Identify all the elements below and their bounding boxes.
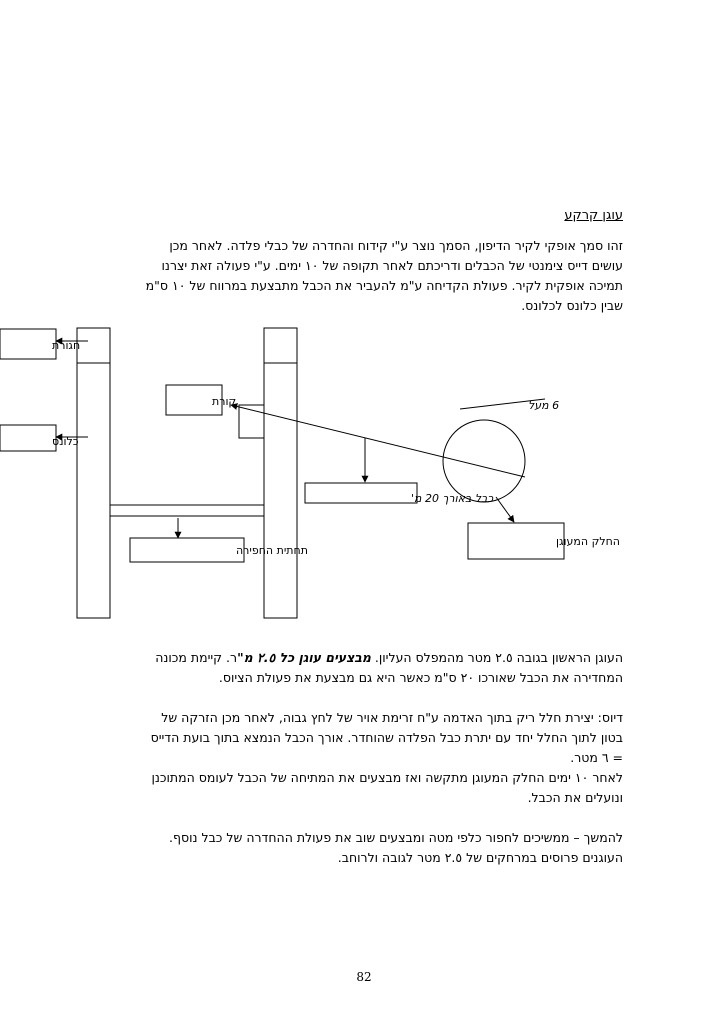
floor-label: תחתית החפירה — [236, 544, 308, 557]
text-line: המחדירה את הכבל שאורכו ٢٠ ס"מ כאשר היא גם מבצעת את פעולת הציוס. — [218, 670, 623, 685]
text-line: ונועלים את הכבל. — [527, 790, 623, 805]
left-pile — [77, 328, 110, 618]
text-line: דיוס: יצירת חלל ריק בתוך האדמה ע"ח זרימת אויר של לחץ גבוה, לאחר מכן הזרקה של — [161, 710, 623, 725]
text-line: עושים דייס צימנטי של הכבלים ודריכתם לאחר תקופה של ١٠ ימים. ע"י פעולה זאת יצרנו — [161, 258, 623, 273]
text-line: = ٦ מטר. — [570, 750, 623, 765]
paragraph-grouting — [103, 708, 623, 768]
anchored-callout-arrow — [496, 497, 514, 522]
text-line — [103, 648, 623, 668]
anchored-part-circle — [443, 420, 525, 502]
belt-label: חגורת — [52, 339, 81, 352]
angle-label: 6 מעל — [528, 399, 560, 412]
floor-label-box — [130, 538, 244, 562]
ground-anchor-diagram — [0, 325, 728, 625]
paragraph-intro — [103, 236, 623, 316]
pile-label: כלונס — [52, 435, 79, 448]
section-heading: עוגן קרקע — [564, 208, 623, 223]
anchored-label: החלק המעוגן — [556, 535, 620, 548]
cable-label-box — [305, 483, 417, 503]
text-line: בטון לתוך החלל יחד עם יתרת כבל הפלדה שהוחדר. אורך הכבל הנמצא בתוך בועת הדייס — [150, 730, 623, 745]
pile-label-box — [0, 425, 56, 451]
text-line: העוגנים פרוסים במרחקים של ٢.٥ מטר לגובה ולרוחב. — [337, 850, 623, 865]
text-line: להמשך – ממשיכים לחפור כלפי מטה ומבצעים שוב את פעולת ההחדרה של כבל נוסף. — [169, 830, 623, 845]
text-line: לאחר ١٠ ימים החלק המעוגן מתקשה ואז מבצעים את המתיחה של הכבל לעומס המתוכנן — [151, 770, 623, 785]
emphasized-text: מבצעים עוגן כל ٢.٥ מ" — [237, 650, 371, 665]
paragraph-first-anchor — [103, 648, 623, 688]
cable-label: כבל באורך 20 מ' — [411, 492, 494, 505]
right-pile — [264, 328, 297, 618]
text-run: העוגן הראשון בגובה ٢.٥ מטר מהמפלס העליון. — [370, 650, 623, 665]
paragraph-continuation — [103, 828, 623, 868]
page-number: 82 — [356, 970, 372, 984]
anchored-label-box — [468, 523, 564, 559]
anchor-cable — [231, 405, 525, 477]
text-line: זהו סמך אופקי לקיר הדיפון, הסמך נוצר ע"י קידוח והחדרה של כבלי פלדה. לאחר מכן — [169, 238, 623, 253]
text-run: ר. קיימת מכונה — [155, 650, 238, 665]
beam-label: קורת — [212, 395, 237, 408]
belt-label-box — [0, 329, 56, 359]
text-line: תמיכה אופקית לקיר. פעולת הקדיחה ע"מ להעביר את הכבל מתבצעת במרווח של ١٠ ס"מ — [145, 278, 623, 293]
paragraph-tensioning — [103, 768, 623, 808]
text-line: שבין כלונס לכלונס. — [521, 298, 623, 313]
